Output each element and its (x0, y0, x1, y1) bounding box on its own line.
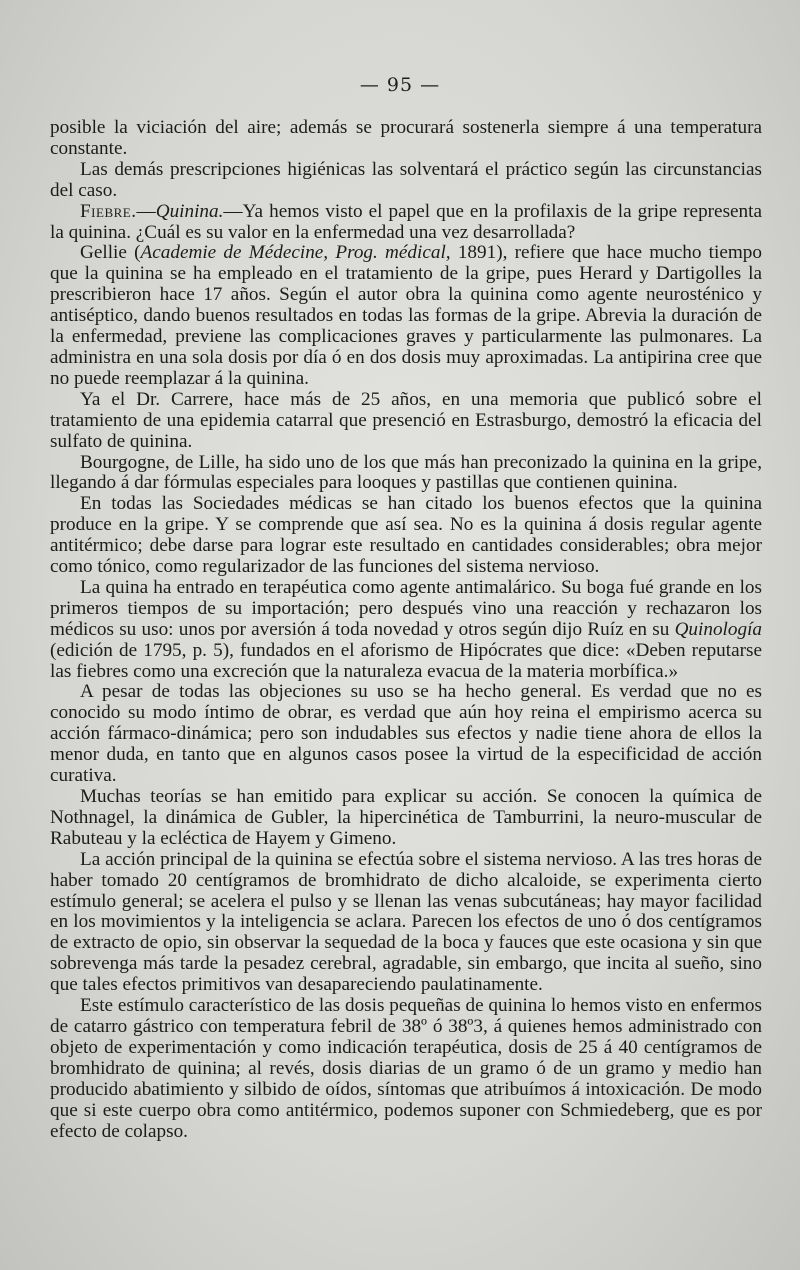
paragraph: La acción principal de la quinina se efectúa sobre el sistema nervioso. A las tres horas de haber tomado 20 centígramos de bromhidrato de dicho alcaloide, se experimenta cierto estímulo general; se acelera el pulso y se llenan las venas subcutáneas; hay mayor facilidad en los movimientos y la inteligencia se aclara. Parecen los efectos de uno ó dos centígramos de extracto de opio, sin observar la sequedad de la boca y fauces que este ocasiona y sin que sobrevenga más tarde la pesadez cerebral, agradable, sin embargo, que incita al sueño, sino que tales efectos primitivos van desapareciendo paulatinamente. (50, 848, 762, 996)
paragraph: Bourgogne, de Lille, ha sido uno de los que más han preconizado la quinina en la gripe, llegando á dar fórmulas especiales para looques y pastillas que contienen quinina. (50, 451, 762, 494)
subheading: Quinina. (155, 200, 224, 222)
paragraph-text: (edición de 1795, p. 5), fundados en el aforismo de Hipócrates que dice: «Deben reputarse las fiebres como una excreción que la naturaleza evacua de la materia morbífica.» (50, 639, 762, 682)
heading-separator: — (136, 200, 156, 222)
paragraph-text: 1891), refiere que hace mucho tiempo que la quinina se ha empleado en el tratamiento de la gripe, pues Herard y Dartigolles la prescribieron hace 17 años. Según el autor obra la quinina como agente neurosténico y antiséptico, dando buenos resultados en todas las formas de la gripe. Abrevia la duración de la enfermedad, previene las complicaciones graves y particularmente las pulmonares. La administra en una sola dosis por día ó en dos dosis muy aproximadas. La antipirina cree que no puede reemplazar á la quinina. (50, 242, 762, 389)
paragraph: posible la viciación del aire; además se procurará sostenerla siempre á una temperatura constante. (50, 117, 762, 159)
paragraph: Las demás prescripciones higiénicas las solventará el práctico según las circunstancias del caso. (50, 158, 762, 201)
paragraph (50, 202, 762, 244)
paragraph-text: —Ya hemos visto el papel que en la profilaxis de la gripe representa la quinina. ¿Cuál es su valor en la enfermedad una vez desarrollada? (50, 200, 762, 243)
paragraph: Ya el Dr. Carrere, hace más de 25 años, en una memoria que publicó sobre el tratamiento de una epidemia catarral que presenció en Estrasburgo, demostró la eficacia del sulfato de quinina. (50, 388, 762, 452)
body-text (50, 118, 762, 1142)
page-number: — 95 — (359, 74, 441, 96)
paragraph-lead: La quina ha entrado en terapéutica como agente antimalárico. Su boga fué grande en los primeros tiempos de su importación; pero después vino una reacción y rechazaron los médicos su uso: unos por aversión á toda novedad y otros según dijo Ruíz en su (50, 576, 762, 640)
paragraph: A pesar de todas las objeciones su uso se ha hecho general. Es verdad que no es conocido su modo íntimo de obrar, es verdad que aún hoy reina el empirismo acerca su acción fármaco-dinámica; pero son indudables sus efectos y nadie tiene ahora de ellos la menor duda, en tanto que en algunos casos posee la virtud de la especificidad de acción curativa. (50, 681, 762, 787)
paragraph-lead: Gellie ( (80, 242, 141, 264)
paragraph (50, 243, 762, 389)
paragraph (50, 578, 762, 683)
paragraph: En todas las Sociedades médicas se han citado los buenos efectos que la quinina produce en la gripe. Y se comprende que así sea. No es la quinina á dosis regular agente antitérmico; debe darse para lograr este resultado en cantidades considerables; obra mejor como tónico, como regularizador de las funciones del sistema nervioso. (50, 493, 762, 578)
citation: Quinología (674, 618, 762, 640)
citation: Academie de Médecine, Prog. médical, (140, 242, 451, 264)
paragraph: Este estímulo característico de las dosis pequeñas de quinina lo hemos visto en enfermos de catarro gástrico con temperatura febril de 38º ó 38º3, á quienes hemos administrado con objeto de experimentación y como indicación terapéutica, dosis de 25 á 40 centígramos de bromhidrato de quinina; al revés, dosis diarias de un gramo ó de un gramo y medio han producido abatimiento y silbido de oídos, síntomas que atribuímos á intoxicación. De modo que si este cuerpo obra como antitérmico, podemos suponer con Schmiedeberg, que es por efecto de colapso. (50, 995, 762, 1142)
paragraph: Muchas teorías se han emitido para explicar su acción. Se conocen la química de Nothnagel, la dinámica de Gubler, la hipercinética de Tamburrini, la neuro-muscular de Rabuteau y la ecléctica de Hayem y Gimeno. (50, 786, 762, 849)
section-heading: Fiebre. (80, 200, 137, 222)
